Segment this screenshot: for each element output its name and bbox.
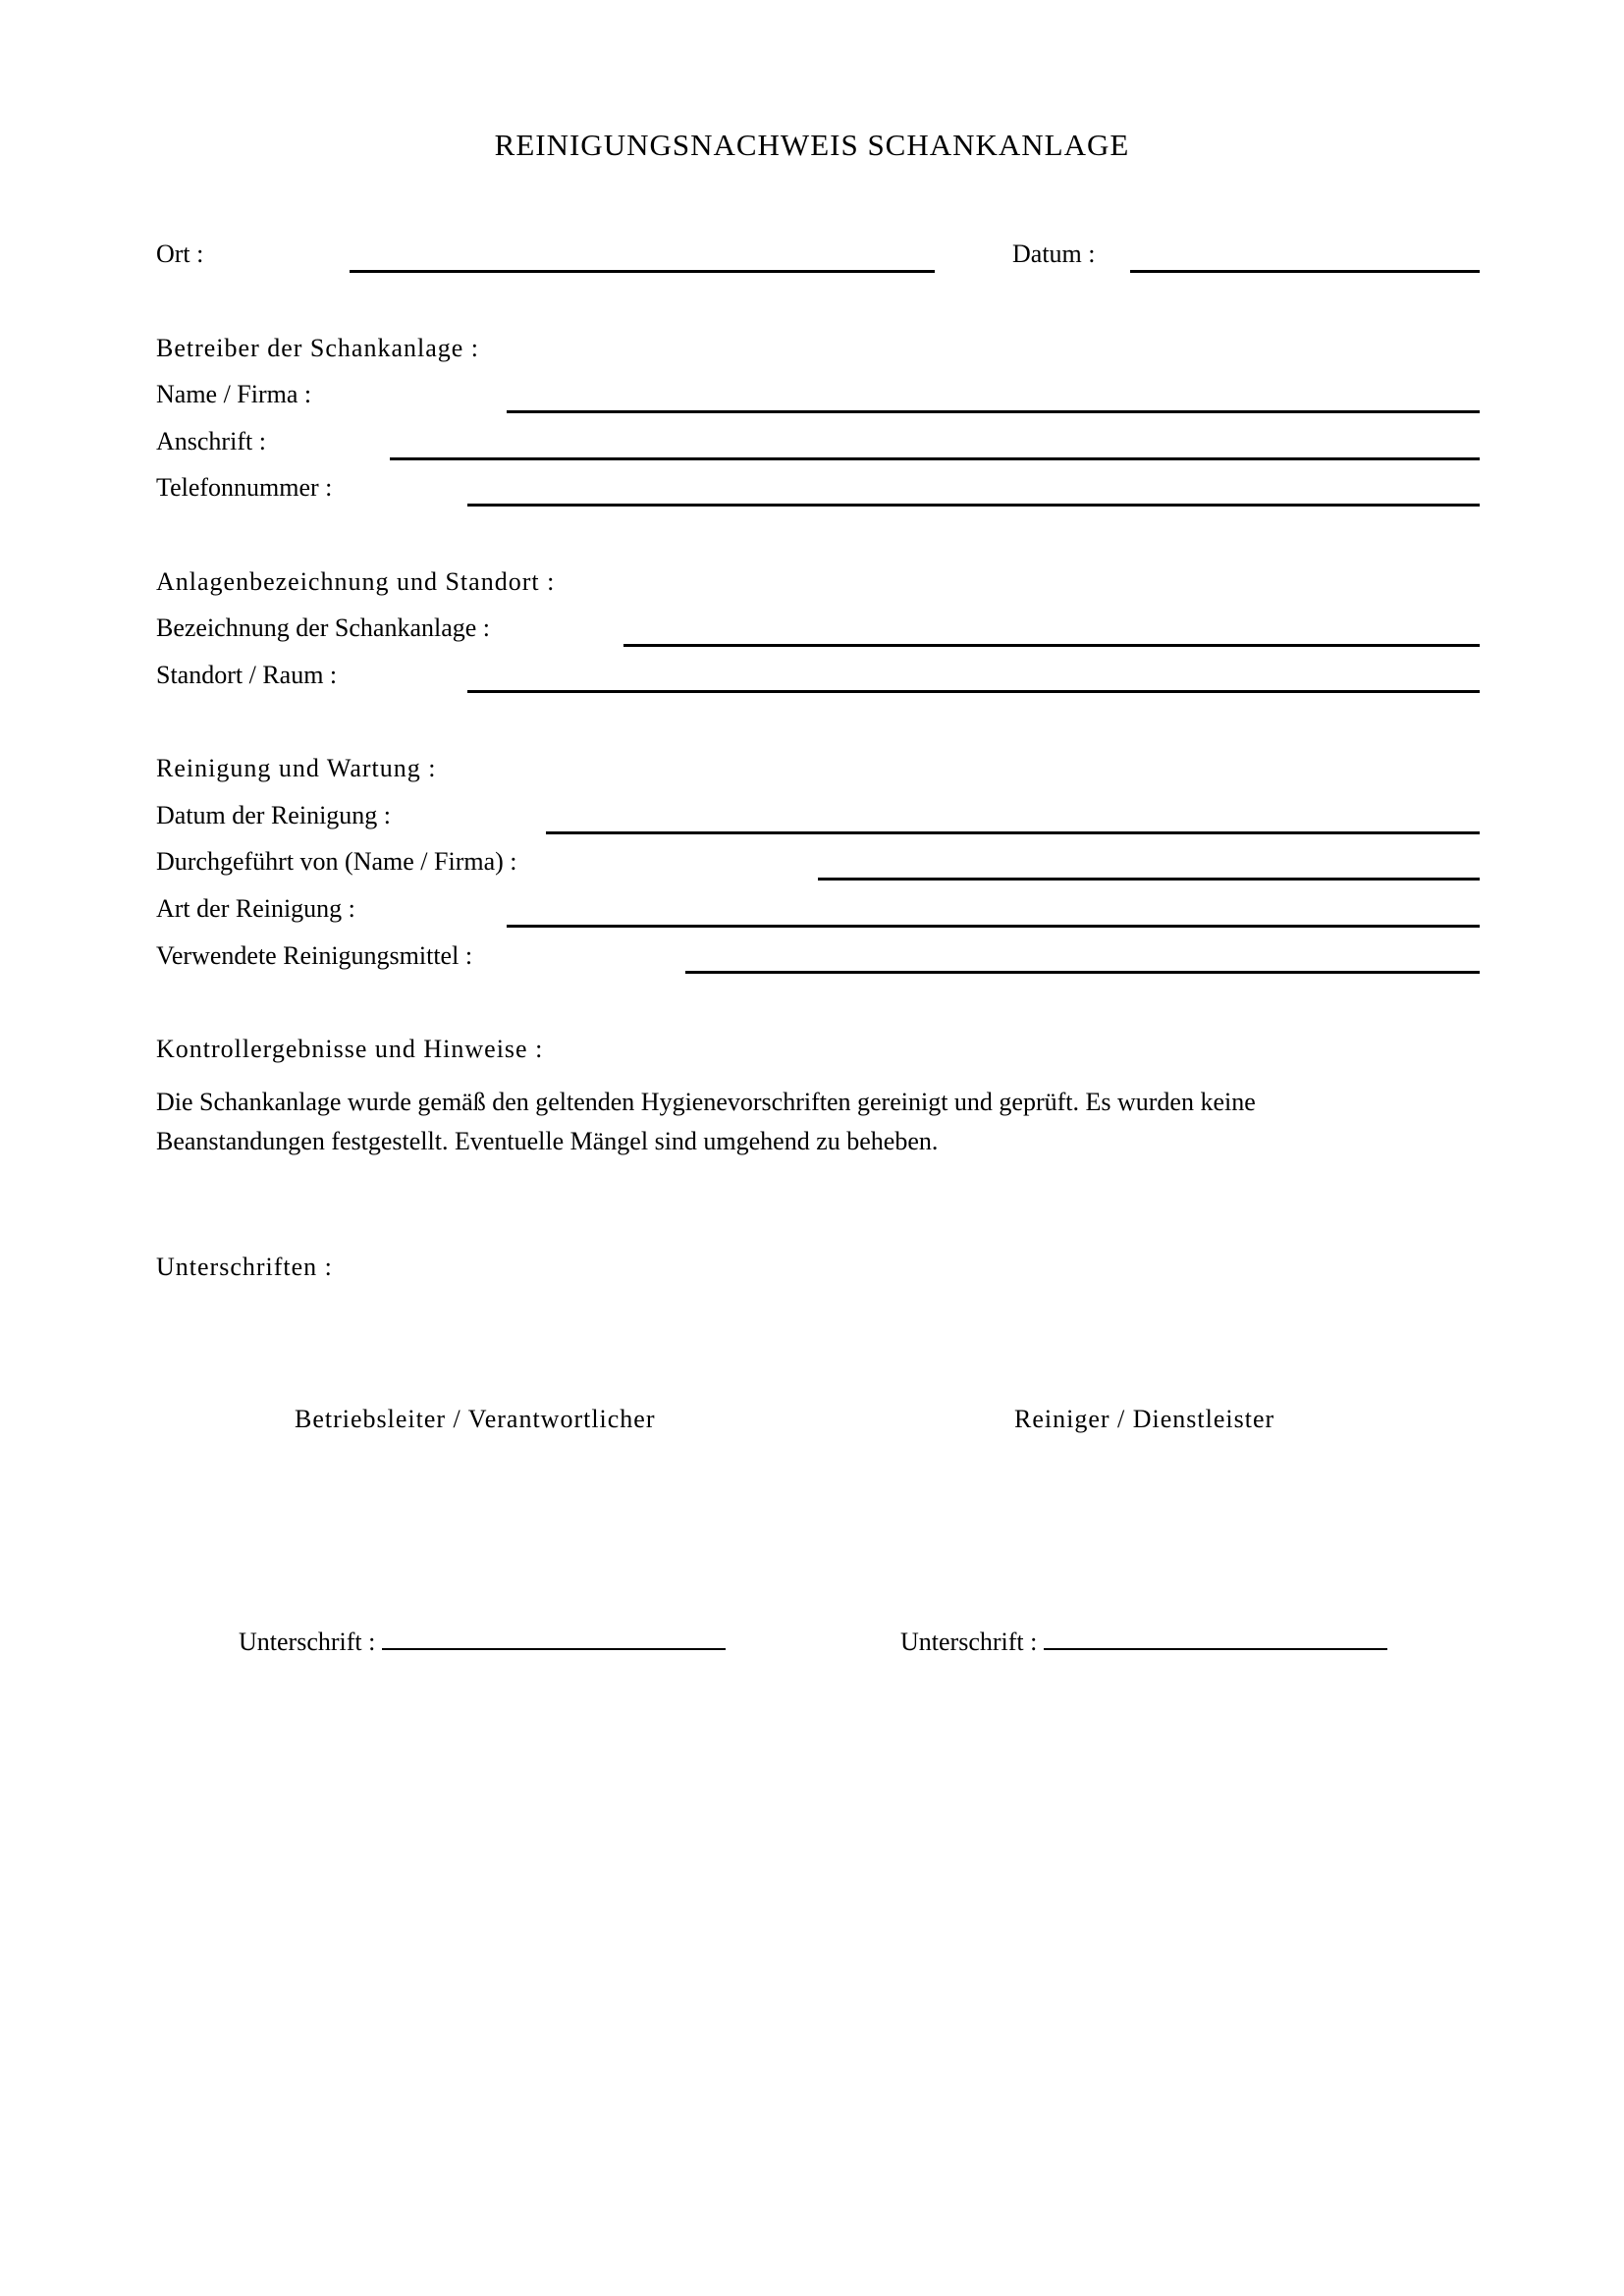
betreiber-heading: Betreiber der Schankanlage : (156, 334, 480, 362)
unterschriften-heading: Unterschriften : (156, 1253, 333, 1281)
durchgefuehrt-label: Durchgeführt von (Name / Firma) : (156, 847, 517, 876)
left-signature-field[interactable] (382, 1625, 726, 1650)
datum-reinigung-label: Datum der Reinigung : (156, 801, 392, 829)
kontrolle-text-line2: Beanstandungen festgestellt. Eventuelle Mängel sind umgehend zu beheben. (156, 1127, 939, 1155)
art-reinigung-field[interactable] (507, 925, 1480, 928)
bezeichnung-field[interactable] (623, 644, 1480, 647)
anschrift-field[interactable] (390, 457, 1480, 460)
datum-label: Datum : (1012, 240, 1096, 268)
kontrolle-text-line1: Die Schankanlage wurde gemäß den geltenden Hygienevorschriften gereinigt und geprüft. Es wurden keine (156, 1088, 1256, 1116)
kontrolle-heading: Kontrollergebnisse und Hinweise : (156, 1035, 544, 1063)
role-reiniger: Reiniger / Dienstleister (1014, 1405, 1275, 1433)
reinigungsmittel-field[interactable] (685, 971, 1480, 974)
datum-field[interactable] (1130, 270, 1480, 273)
right-signature-label: Unterschrift : (900, 1628, 1038, 1656)
telefonnummer-field[interactable] (467, 504, 1480, 507)
ort-field[interactable] (350, 270, 935, 273)
anschrift-label: Anschrift : (156, 427, 266, 455)
standort-label: Standort / Raum : (156, 661, 338, 689)
bezeichnung-label: Bezeichnung der Schankanlage : (156, 614, 491, 642)
datum-reinigung-field[interactable] (546, 831, 1480, 834)
ort-label: Ort : (156, 240, 204, 268)
art-reinigung-label: Art der Reinigung : (156, 894, 355, 923)
left-signature (239, 1625, 726, 1657)
left-signature-label: Unterschrift : (239, 1628, 376, 1656)
telefonnummer-label: Telefonnummer : (156, 473, 333, 502)
name-firma-field[interactable] (507, 410, 1480, 413)
reinigung-heading: Reinigung und Wartung : (156, 754, 437, 782)
anlage-heading: Anlagenbezeichnung und Standort : (156, 567, 556, 596)
kontrolle-text (156, 1083, 1491, 1161)
reinigungsmittel-label: Verwendete Reinigungsmittel : (156, 941, 473, 970)
name-firma-label: Name / Firma : (156, 380, 312, 408)
standort-field[interactable] (467, 690, 1480, 693)
right-signature (900, 1625, 1387, 1657)
right-signature-field[interactable] (1044, 1625, 1387, 1650)
durchgefuehrt-field[interactable] (818, 878, 1480, 881)
document-title: REINIGUNGSNACHWEIS SCHANKANLAGE (494, 128, 1130, 162)
role-betriebsleiter: Betriebsleiter / Verantwortlicher (295, 1405, 656, 1433)
